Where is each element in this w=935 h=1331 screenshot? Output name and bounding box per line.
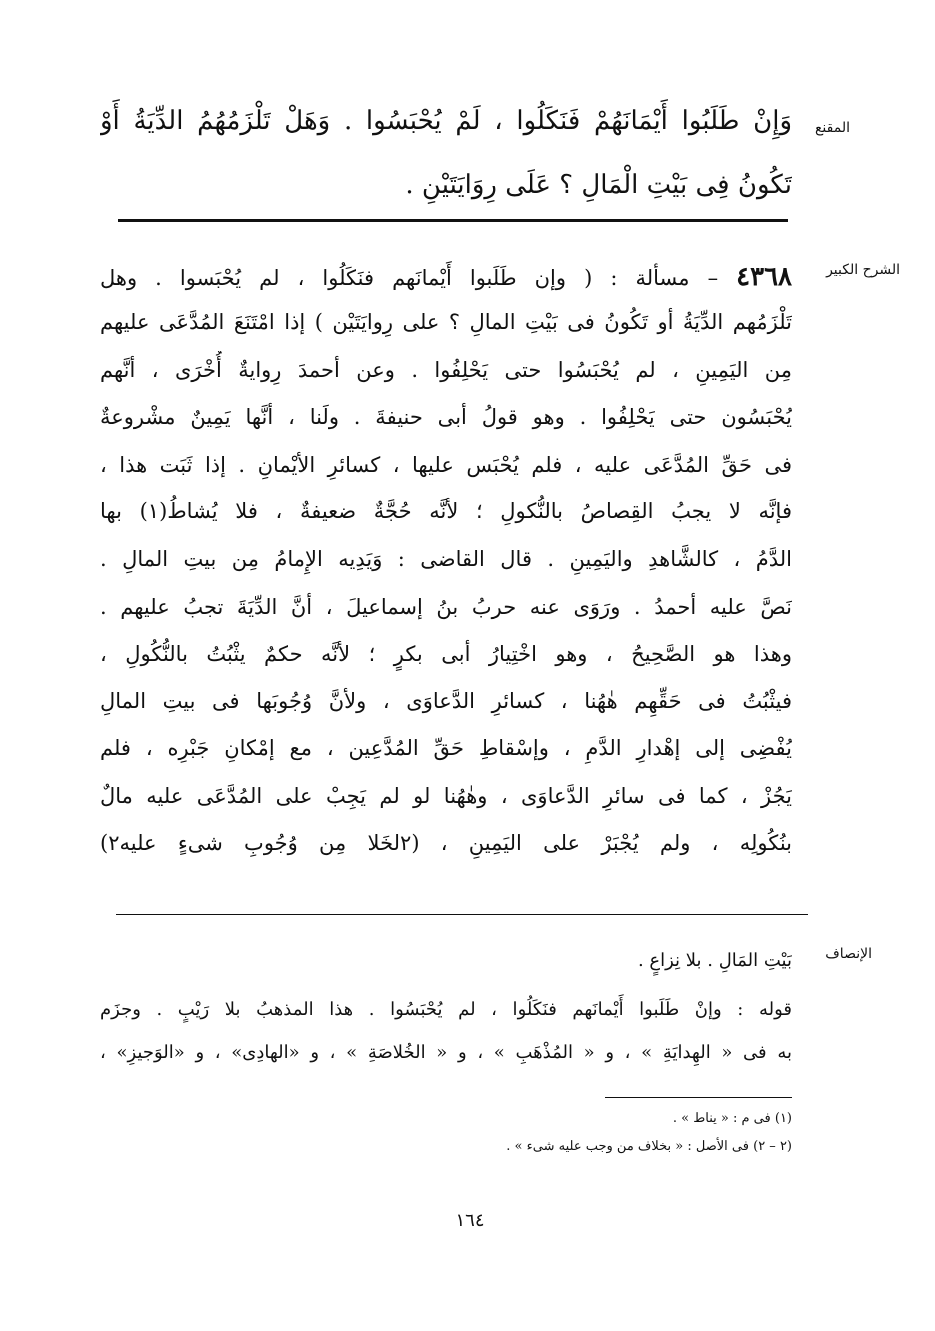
sharh-line: فى حَقِّ المُدَّعَى عليه ، فلم يُحْبَس عليها ، كسائرِ الأيْمانِ . إذا ثَبَت هذا ، bbox=[100, 453, 792, 477]
sharh-line: بنُكُولِه ، ولم يُجْبَرْ على اليَمِينِ ، (٢لخَلا مِن وُجُوبِ شىءٍ عليه٢) bbox=[100, 831, 792, 855]
page-number: ١٦٤ bbox=[455, 1210, 485, 1231]
sharh-line: مِن اليَمِينِ ، لم يُحْبَسُوا حتى يَحْلِفُوا . وعن أحمدَ رِوايةٌ أُخْرَى ، أنَّهم bbox=[100, 358, 792, 382]
sharh-line: وهذا هو الصَّحِيحُ ، وهو اخْتِيارُ أبى بكرٍ ؛ لأنَّه حكمٌ يثْبُتُ بالنُّكُولِ ، bbox=[100, 642, 792, 666]
footnote-divider bbox=[605, 1097, 792, 1098]
insaf-line: بَيْتِ المَالِ . بلا نِزاعٍ . bbox=[637, 950, 792, 971]
sharh-line: فيثْبُتُ فى حَقِّهِم هٰهُنا ، كسائرِ الدَّعاوَى ، ولأنَّ وُجُوبَها فى بيتِ المالِ bbox=[100, 689, 792, 713]
sharh-line: يَجُزْ ، كما فى سائرِ الدَّعاوَى ، وهٰهُنا لو لم يَجِبْ على المُدَّعَى عليه مالٌ bbox=[100, 784, 792, 808]
sharh-line: فإنَّه لا يجبُ القِصاصُ بالنُّكولِ ؛ لأنَّه حُجَّةٌ ضعيفةٌ ، فلا يُشاطُ(١) بها bbox=[100, 499, 792, 523]
footnote: (٢ – ٢) فى الأصل : « بخلاف من وجب عليه شىء » . bbox=[506, 1139, 792, 1154]
sharh-line: يُحْبَسُون حتى يَحْلِفُوا . وهو قولُ أبى حنيفةَ . ولَنا ، أنَّها يَمِينٌ مشْروعةٌ bbox=[100, 405, 792, 429]
sharh-line: يُفْضِى إلى إهْدارِ الدَّمِ ، وإسْقاطِ حَقِّ المُدَّعِين ، مع إمْكانِ جَبْرِه ، فلم bbox=[100, 736, 792, 760]
section-label-sharh: الشرح الكبير bbox=[826, 262, 900, 278]
section-label-muqni: المقنع bbox=[814, 120, 850, 136]
sharh-line: نَصَّ عليه أحمدُ . ورَوَى عنه حربُ بنُ إسماعيلَ ، أنَّ الدِّيَةَ تجبُ عليهم . bbox=[100, 595, 792, 619]
section-label-insaf: الإنصاف bbox=[825, 946, 872, 962]
sharh-line-rest: – مسألة : ( وإن طَلَبوا أَيْمانَهم فنَكَلُوا ، لم يُحْبَسوا . وهل bbox=[100, 266, 719, 290]
sharh-line: الدَّمُ ، كالشَّاهدِ واليَمِينِ . قال القاضى : وَيَدِيه الإِمامُ مِن بيتِ المالِ . bbox=[100, 547, 792, 571]
muqni-line: تَكُونُ فِى بَيْتِ الْمَالِ ؟ عَلَى رِوَايَتَيْنِ . bbox=[405, 170, 792, 200]
sharh-divider bbox=[116, 914, 808, 915]
sharh-line: تَلْزَمُهم الدِّيَةُ أو تَكُونُ فى بَيْتِ المالِ ؟ على رِوايَتَيْن ) إذا امْتَنَعَ المُدَّعَى عليهم bbox=[100, 310, 792, 334]
insaf-line: به فى « الهِدايَةِ » ، و « المُذْهَبِ » ، و « الخُلاصَةِ » ، و «الهادِى» ، و «الوَجيزِ» ، bbox=[100, 1042, 792, 1063]
footnote: (١) فى م : « يناط » . bbox=[672, 1111, 792, 1126]
sharh-first-line bbox=[100, 258, 792, 296]
insaf-line: قوله : وإنْ طَلَبوا أَيْمانَهم فنَكَلُوا ، لم يُحْبَسُوا . هذا المذهبُ بلا رَيْبٍ . وجزَم bbox=[100, 999, 792, 1020]
matn-divider bbox=[118, 219, 788, 222]
issue-number: ٤٣٦٨ bbox=[736, 262, 792, 292]
muqni-line: وَإِنْ طَلَبُوا أَيْمَانَهُمْ فَنَكَلُوا ، لَمْ يُحْبَسُوا . وَهَلْ تَلْزَمُهُمُ الدِّيَةُ أَوْ bbox=[100, 106, 792, 136]
